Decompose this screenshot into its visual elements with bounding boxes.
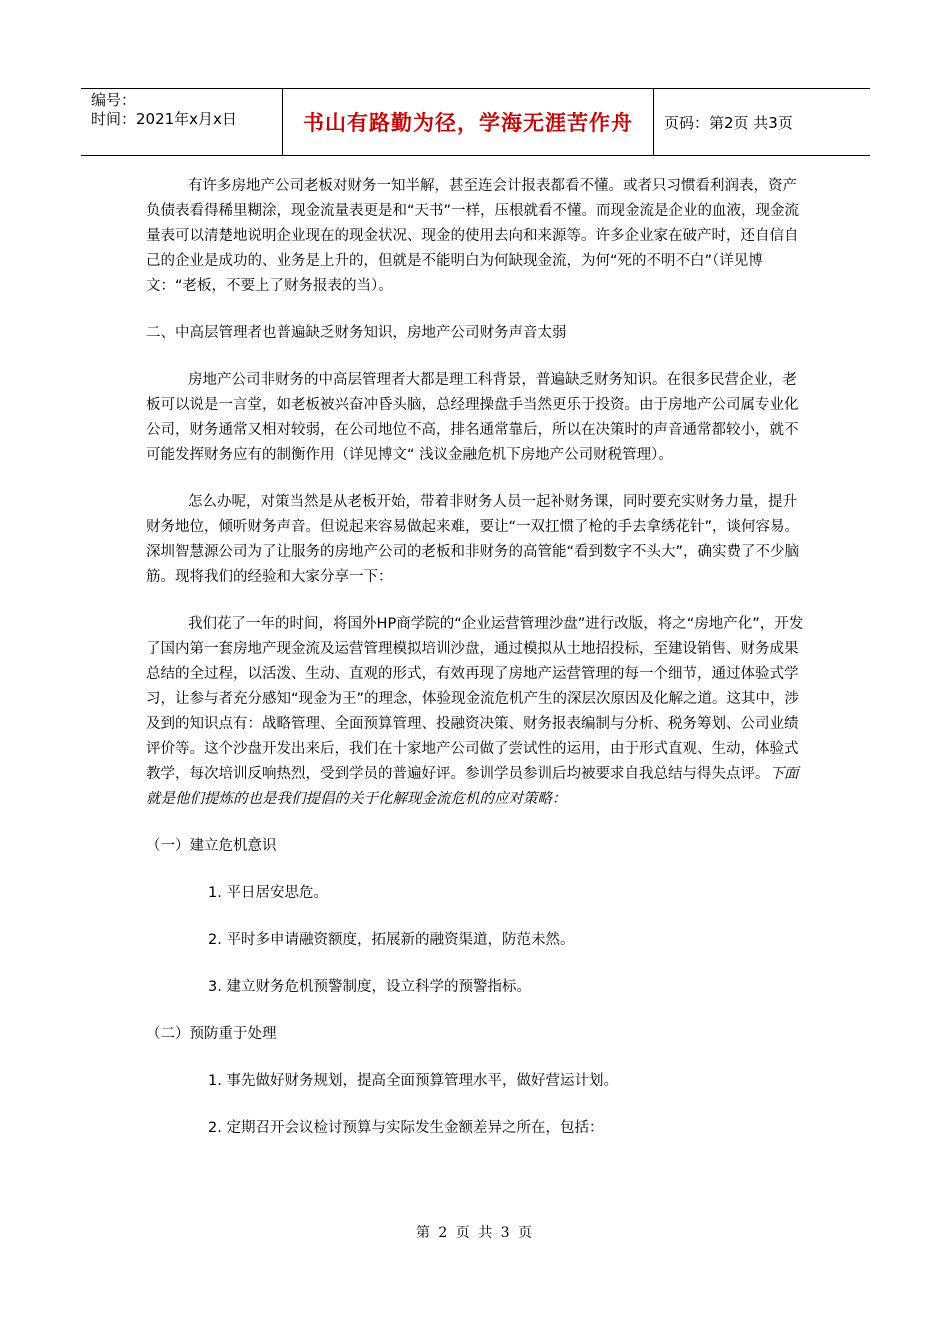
paragraph-4-main: 我们花了一年的时间，将国外HP商学院的“企业运营管理沙盘”进行改版，将之“房地产化”，开发了国内第一套房地产现金流及运营管理模拟培训沙盘，通过模拟从土地招投标，至建设销售、财务成果总结的全过程，以活泼、生动、直观的形式，有效再现了房地产运营管理的每一个细节，通过体验式学习，让参与者充分感知“现金为王”的理念，体验现金流危机产生的深层次原因及化解之道。这其中，涉及到的知识点有：战略管理、全面预算管理、投融资决策、财务报表编制与分析、税务筹划、公司业绩评价等。这个沙盘开发出来后，我们在十家地产公司做了尝试性的运用，由于形式直观、生动，体验式教学，每次培训反响热烈，受到学员的普遍好评。参训学员参训后均被要求自我总结与得失点评。 [146, 616, 804, 782]
document-header [81, 88, 870, 156]
page-footer: 第 2 页 共 3 页 [415, 1225, 535, 1241]
paragraph-2: 房地产公司非财务的中高层管理者大都是理工科背景，普遍缺乏财务知识。在很多民营企业，老板可以说是一言堂，如老板被兴奋冲昏头脑，总经理操盘手当然更乐于投资。由于房地产公司属专业化公司，财务通常又相对较弱，在公司地位不高，排名通常靠后，所以在决策时的声音通常都较小，就不可能发挥财务应有的制衡作用（详见博文“ 浅议金融危机下房地产公司财税管理）。 [146, 372, 799, 463]
paragraph-1: 有许多房地产公司老板对财务一知半解，甚至连会计报表都看不懂。或者只习惯看利润表，资产负债表看得稀里糊涂，现金流量表更是和“天书”一样，压根就看不懂。而现金流是企业的血液，现金流量表可以清楚地说明企业现在的现金状况、现金的使用去向和来源等。许多企业家在破产时，还自信自己的企业是成功的、业务是上升的，但就是不能明白为何缺现金流，为何“死的不明不白”（详见博文：“老板，不要上了财务报表的当）。 [146, 178, 800, 294]
subsection-title-2: （二）预防重于处理 [146, 1026, 277, 1042]
header-page-info: 页码：第2页 共3页 [664, 113, 793, 132]
document-body [146, 174, 806, 1163]
header-meta-cell [81, 89, 282, 155]
list-item: 1. 事先做好财务规划，提高全面预算管理水平，做好营运计划。 [208, 1073, 618, 1089]
document-number-label: 编号： [91, 91, 137, 109]
paragraph-4-italic: 下面就是他们提炼的也是我们提倡的关于化解现金流危机的应对策略： [146, 766, 799, 807]
document-time-label: 时间：2021年x月x日 [91, 110, 237, 128]
paragraph-4 [146, 612, 806, 812]
list-item: 2. 定期召开会议检讨预算与实际发生金额差异之所在，包括： [208, 1120, 604, 1136]
subsection-title-1: （一）建立危机意识 [146, 838, 277, 854]
paragraph-3: 怎么办呢，对策当然是从老板开始，带着非财务人员一起补财务课，同时要充实财务力量，提升财务地位，倾听财务声音。但说起来容易做起来难，要让“一双扛惯了枪的手去拿绣花针”，谈何容易。深圳智慧源公司为了让服务的房地产公司的老板和非财务的高管能“看到数字不头大”，确实费了不少脑筋。现将我们的经验和大家分享一下： [146, 494, 800, 585]
section-heading-2: 二、中高层管理者也普遍缺乏财务知识，房地产公司财务声音太弱 [146, 325, 567, 341]
list-item: 3. 建立财务危机预警制度，设立科学的预警指标。 [208, 979, 531, 995]
list-item: 2. 平时多申请融资额度，拓展新的融资渠道，防范未然。 [208, 932, 575, 948]
header-motto: 书山有路勤为径，学海无涯苦作舟 [282, 89, 654, 155]
list-item: 1. 平日居安思危。 [208, 885, 328, 901]
